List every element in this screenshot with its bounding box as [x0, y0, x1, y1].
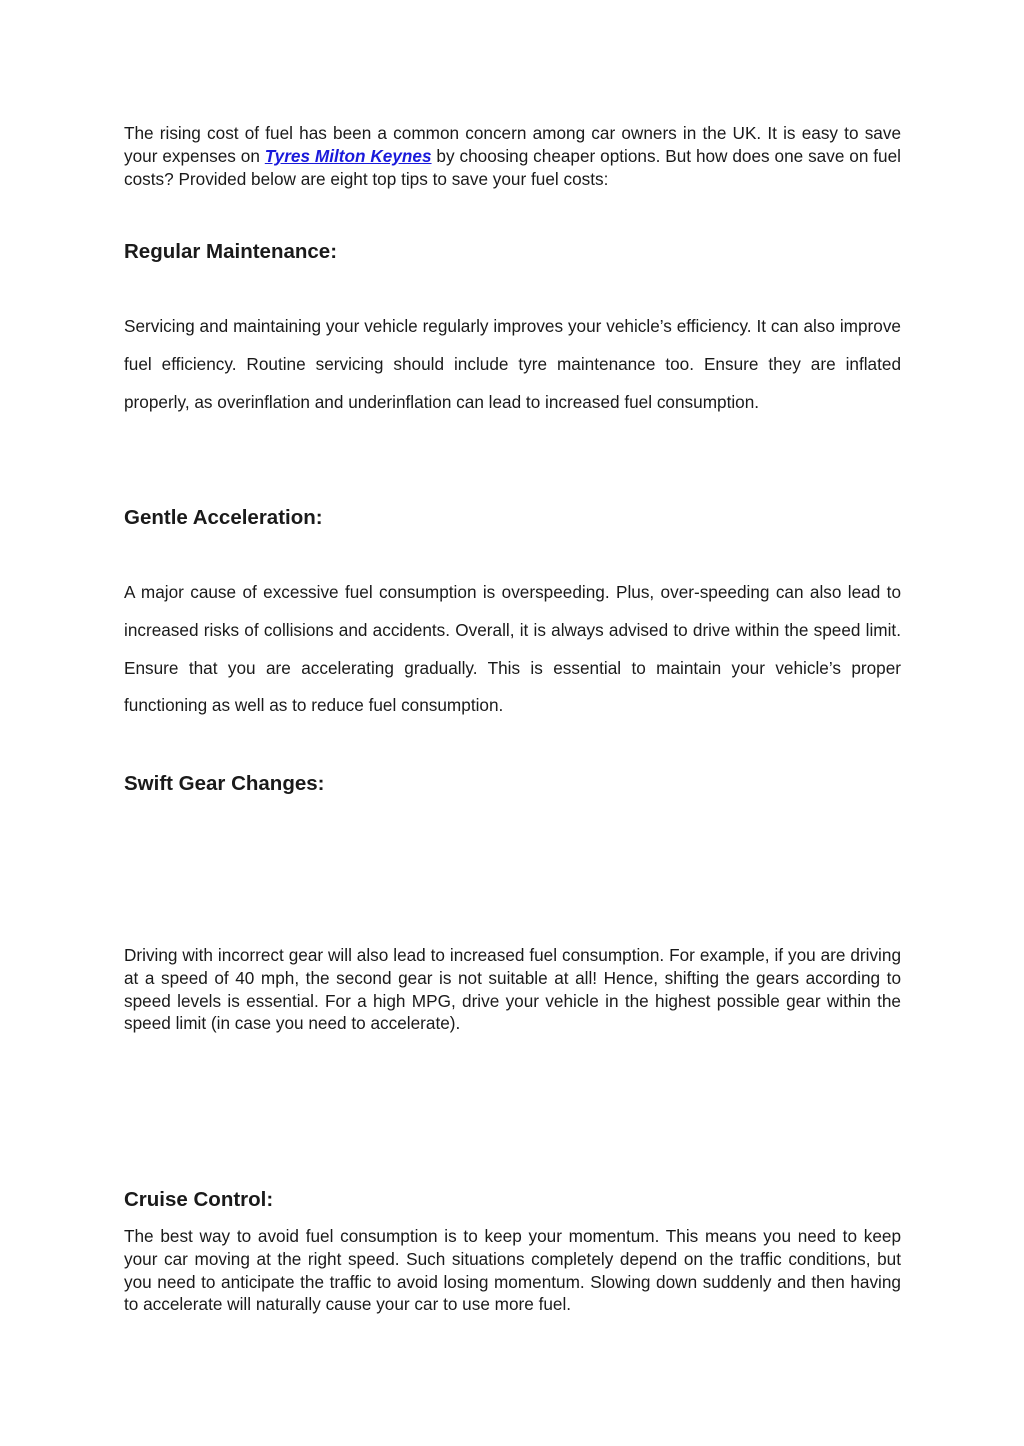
- intro-paragraph: [124, 122, 901, 190]
- section-heading: Swift Gear Changes:: [124, 772, 325, 795]
- section-heading: Gentle Acceleration:: [124, 506, 323, 529]
- section-cruise-control-heading-block: [124, 1187, 901, 1213]
- section-body: The best way to avoid fuel consumption is to keep your momentum. This means you need to keep your car moving at the right speed. Such situations completely depend on the traffic conditions, but you need to anticipate the traffic to avoid losing momentum. Slowing down suddenly and then having to accelerate will naturally cause your car to use more fuel.: [124, 1226, 901, 1315]
- intro-paragraph-block: [124, 122, 901, 190]
- section-body: Driving with incorrect gear will also lead to increased fuel consumption. For example, if you are driving at a speed of 40 mph, the second gear is not suitable at all! Hence, shifting the gears according to speed levels is essential. For a high MPG, drive your vehicle in the highest possible gear within the speed limit (in case you need to accelerate).: [124, 945, 901, 1034]
- section-swift-gear-changes-body-block: [124, 944, 901, 1035]
- intro-text-before-link: The rising cost of fuel has been a common concern among car owners in the UK. It is easy to save your expenses on: [124, 123, 901, 166]
- section-swift-gear-changes-heading-block: [124, 771, 901, 797]
- section-regular-maintenance-heading-block: [124, 239, 901, 265]
- section-cruise-control-body-block: [124, 1225, 901, 1316]
- document-page: [124, 0, 901, 1446]
- tyres-milton-keynes-link[interactable]: Tyres Milton Keynes: [264, 145, 432, 166]
- section-regular-maintenance-body-block: [124, 308, 901, 421]
- intro-text-after-link: by choosing cheaper options. But how does one save on fuel costs? Provided below are eight top tips to save your fuel costs:: [124, 145, 901, 189]
- section-gentle-acceleration-heading-block: [124, 505, 901, 531]
- section-body: A major cause of excessive fuel consumption is overspeeding. Plus, over-speeding can also lead to increased risks of collisions and accidents. Overall, it is always advised to drive within the speed limit. Ensure that you are accelerating gradually. This is essential to maintain your vehicle’s proper functioning as well as to reduce fuel consumption.: [124, 582, 901, 716]
- section-heading: Cruise Control:: [124, 1188, 274, 1211]
- section-heading: Regular Maintenance:: [124, 240, 338, 263]
- section-body: Servicing and maintaining your vehicle regularly improves your vehicle’s efficiency. It can also improve fuel efficiency. Routine servicing should include tyre maintenance too. Ensure they are inflated properly, as overinflation and underinflation can lead to increased fuel consumption.: [124, 316, 901, 412]
- section-gentle-acceleration-body-block: [124, 574, 901, 725]
